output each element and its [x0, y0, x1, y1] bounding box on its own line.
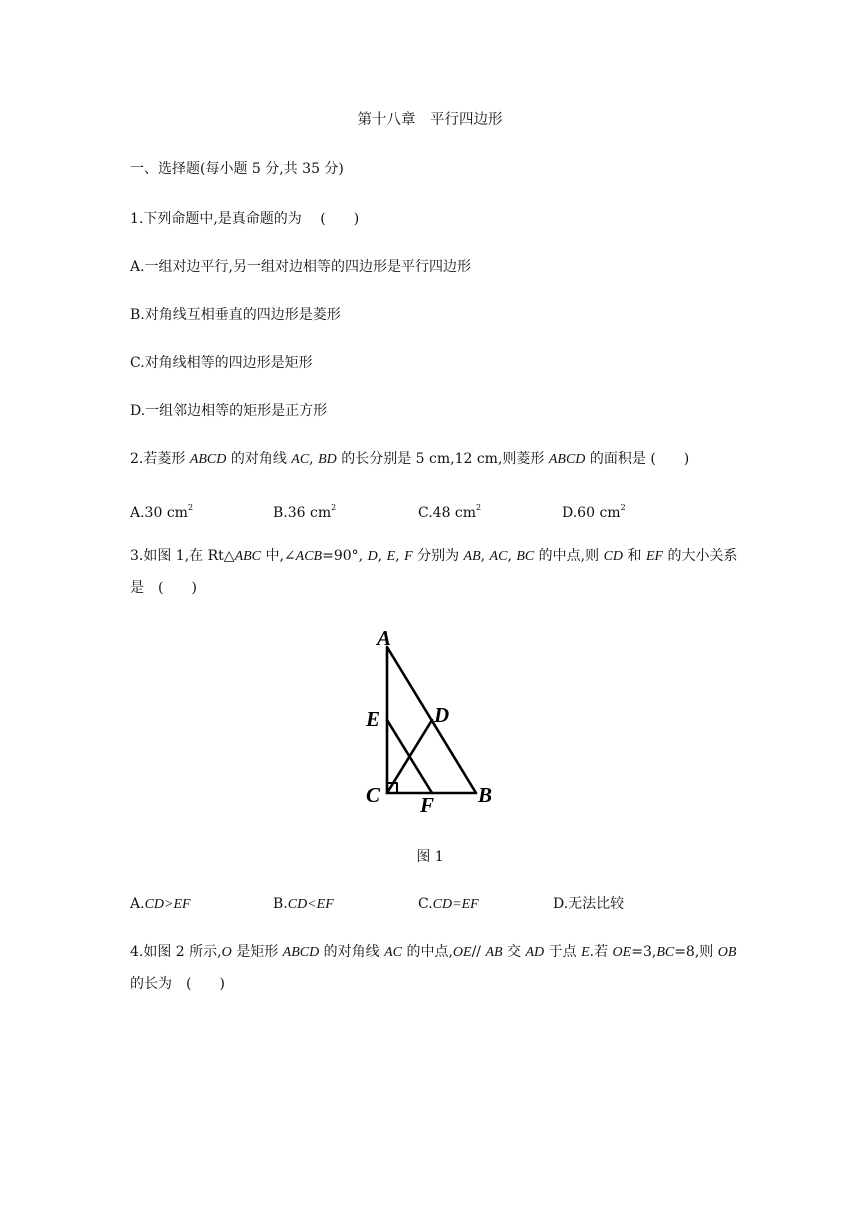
stem-text: 2.若菱形 [130, 451, 190, 467]
label-point-c: C [366, 783, 381, 807]
stem-text: 4.如图 2 所示, [130, 944, 222, 960]
option-prefix: D.无法比较 [553, 896, 625, 912]
stem-var: E [581, 945, 590, 960]
option-text: D.60 cm [562, 505, 621, 521]
stem-text: , [480, 548, 490, 564]
question-4-stem [130, 942, 736, 963]
stem-text: =3, [631, 944, 657, 960]
stem-text: =90°, [322, 548, 368, 564]
option-text: B.36 cm [273, 505, 332, 521]
question-3-stem-continued: 是 ( ) [130, 580, 197, 596]
stem-var: O [221, 945, 232, 960]
option-expression: CD<EF [287, 897, 334, 912]
question-1-stem: 1.下列命题中,是真命题的为 ( ) [130, 211, 360, 227]
label-point-b: B [478, 783, 493, 807]
stem-var: ABCD [548, 452, 586, 467]
stem-var: EF [645, 549, 664, 564]
stem-var: D [367, 549, 378, 564]
section-header: 一、选择题(每小题 5 分,共 35 分) [130, 161, 344, 177]
question-2-option-b [273, 498, 336, 523]
stem-text: 的长分别是 5 cm,12 cm,则菱形 [336, 451, 549, 467]
stem-var: ABC [234, 549, 262, 564]
page-title: 第十八章 平行四边形 [357, 112, 503, 128]
stem-var: AC [384, 945, 403, 960]
stem-var: AC [489, 549, 508, 564]
question-3-option-c [418, 894, 479, 915]
stem-var: ABCD [282, 945, 320, 960]
stem-text: 的中点,则 [534, 548, 604, 564]
stem-var: E [386, 549, 396, 564]
stem-text: .若 [589, 944, 613, 960]
stem-text: 的中点, [402, 944, 453, 960]
question-3-option-a [130, 894, 191, 915]
superscript: 2 [476, 503, 482, 512]
option-prefix: A. [130, 896, 145, 912]
question-2-option-c [418, 498, 481, 523]
stem-text: // [471, 944, 486, 960]
question-2-stem [130, 449, 689, 470]
option-prefix: B. [273, 896, 288, 912]
stem-var: BC [516, 549, 535, 564]
question-4-stem-continued: 的长为 ( ) [130, 976, 225, 992]
stem-text: 于点 [544, 944, 582, 960]
option-prefix: C. [418, 896, 433, 912]
question-3-option-b [273, 894, 334, 915]
stem-text: 的大小关系 [663, 548, 738, 564]
superscript: 2 [331, 503, 337, 512]
stem-text: 的对角线 [319, 944, 385, 960]
stem-text: 分别为 [412, 548, 464, 564]
stem-text: 是矩形 [231, 944, 283, 960]
option-expression: CD=EF [432, 897, 479, 912]
stem-var: BD [318, 452, 337, 467]
label-point-f: F [420, 793, 435, 817]
stem-var: BC [656, 945, 675, 960]
stem-text: 3.如图 1,在 Rt△ [130, 548, 235, 564]
superscript: 2 [187, 503, 194, 512]
stem-var: AB [485, 945, 503, 960]
question-3-option-d [553, 894, 624, 915]
stem-var: CD [603, 549, 624, 564]
stem-var: AD [525, 945, 545, 960]
question-1-option-c: C.对角线相等的四边形是矩形 [130, 355, 313, 371]
question-1-option-b: B.对角线互相垂直的四边形是菱形 [130, 307, 341, 323]
stem-text: , [309, 451, 319, 467]
label-point-e: E [366, 707, 381, 731]
stem-var: OB [717, 945, 737, 960]
stem-text: 交 [502, 944, 526, 960]
label-point-d: D [434, 703, 450, 727]
stem-text: , [377, 548, 387, 564]
question-1-option-a: A.一组对边平行,另一组对边相等的四边形是平行四边形 [130, 259, 472, 275]
figure-1-triangle-diagram [355, 622, 505, 822]
superscript: 2 [620, 503, 626, 512]
stem-text: , [507, 548, 517, 564]
question-3-stem [130, 546, 738, 567]
stem-var: F [404, 549, 413, 564]
stem-var: OE [612, 945, 632, 960]
stem-text: 的面积是 ( ) [585, 451, 690, 467]
stem-text: 的对角线 [226, 451, 292, 467]
stem-text: , [395, 548, 405, 564]
stem-var: ACB [295, 549, 323, 564]
figure-1-caption: 图 1 [416, 849, 444, 865]
stem-var: AC [291, 452, 310, 467]
stem-text: =8,则 [674, 944, 718, 960]
option-text: C.48 cm [418, 505, 477, 521]
option-expression: CD>EF [144, 897, 191, 912]
option-text: A.30 cm [130, 505, 188, 521]
question-2-option-d [562, 498, 626, 523]
stem-var: ABCD [189, 452, 227, 467]
stem-text: 中,∠ [261, 548, 296, 564]
question-1-option-d: D.一组邻边相等的矩形是正方形 [130, 403, 328, 419]
question-2-option-a [130, 498, 193, 523]
stem-var: OE [452, 945, 472, 960]
stem-text: 和 [623, 548, 646, 564]
label-point-a: A [377, 626, 392, 650]
stem-var: AB [463, 549, 481, 564]
